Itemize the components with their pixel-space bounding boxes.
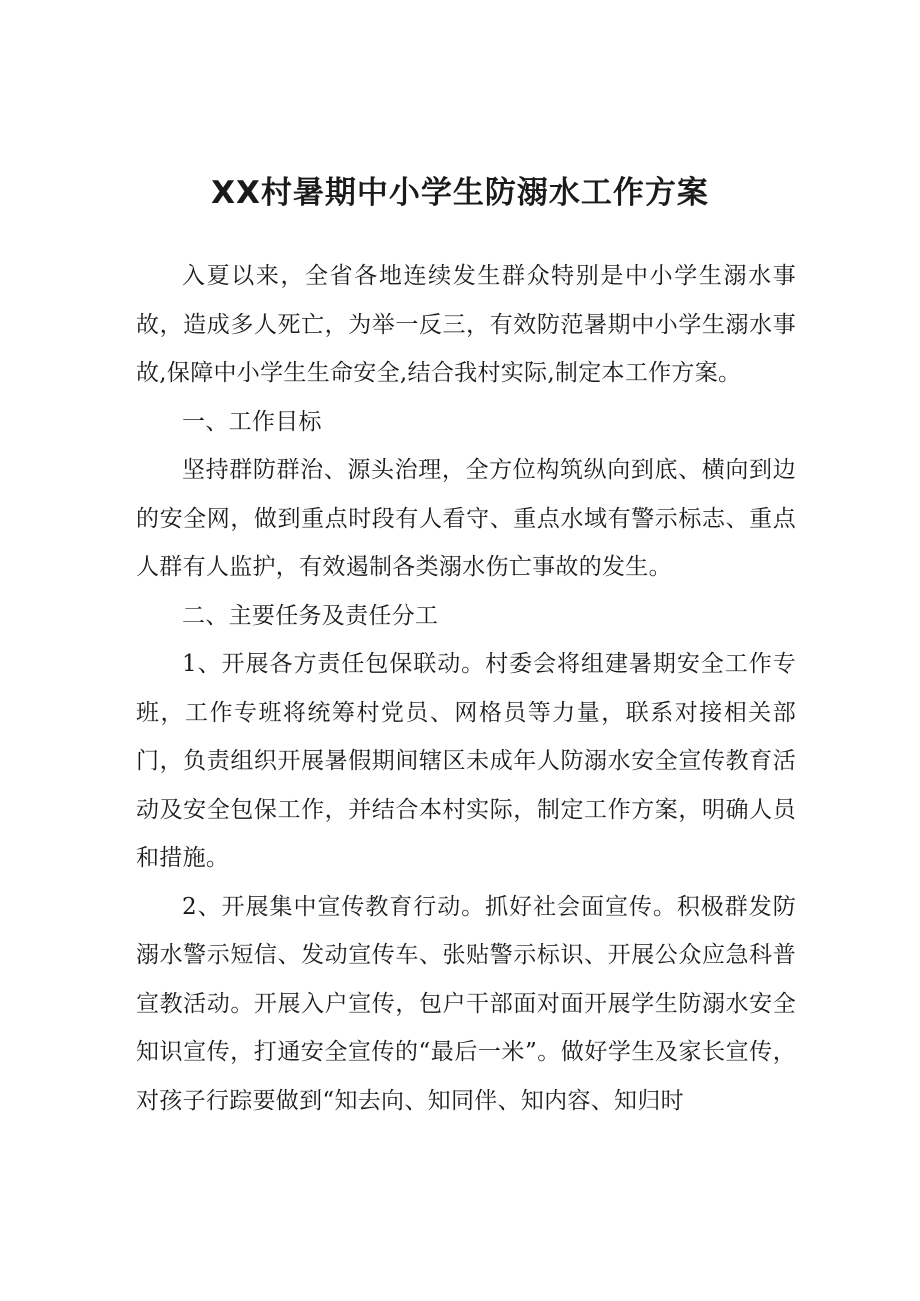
document-body xyxy=(136,252,796,1125)
section-heading-tasks: 二、主要任务及责任分工 xyxy=(182,602,439,629)
section-heading-goals: 一、工作目标 xyxy=(182,408,322,435)
document-title: XX村暑期中小学生防溺水工作方案 xyxy=(211,175,709,211)
paragraph-goals: 坚持群防群治、源头治理，全方位构筑纵向到底、横向到边的安全网，做到重点时段有人看守、重点水域有警示标志、重点人群有人监护，有效遏制各类溺水伤亡事故的发生。 xyxy=(136,457,796,580)
paragraph-intro: 入夏以来，全省各地连续发生群众特别是中小学生溺水事故，造成多人死亡，为举一反三，有效防范暑期中小学生溺水事故,保障中小学生生命安全,结合我村实际,制定本工作方案。 xyxy=(136,263,796,386)
paragraph-task-1: 1、开展各方责任包保联动。村委会将组建暑期安全工作专班，工作专班将统筹村党员、网格员等力量，联系对接相关部门，负责组织开展暑假期间辖区未成年人防溺水安全宣传教育活动及安全包保工作，并结合本村实际，制定工作方案，明确人员和措施。 xyxy=(136,651,796,871)
paragraph-task-2: 2、开展集中宣传教育行动。抓好社会面宣传。积极群发防溺水警示短信、发动宣传车、张贴警示标识、开展公众应急科普宣教活动。开展入户宣传，包户干部面对面开展学生防溺水安全知识宣传，打通安全宣传的“最后一米”。做好学生及家长宣传，对孩子行踪要做到“知去向、知同伴、知内容、知归时 xyxy=(136,893,796,1114)
